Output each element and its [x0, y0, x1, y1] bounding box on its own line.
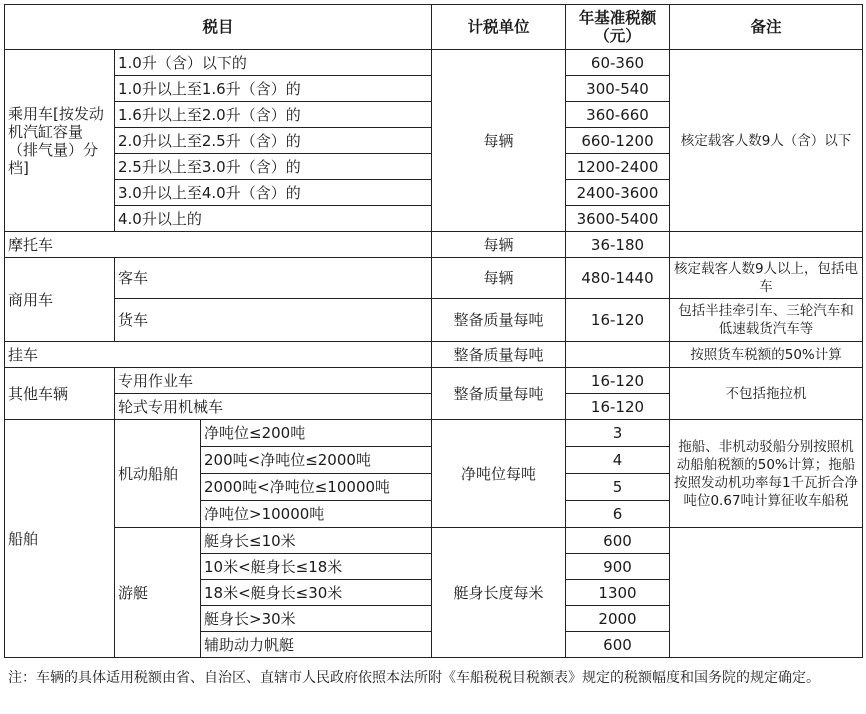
- passenger-item: 1.6升以上至2.0升（含）的: [115, 102, 432, 128]
- header-unit: 计税单位: [432, 5, 566, 50]
- commercial-label: 商用车: [5, 258, 115, 342]
- other-unit: 整备质量每吨: [432, 368, 566, 420]
- yacht-item: 辅助动力帆艇: [201, 632, 432, 658]
- yacht-amount: 1300: [566, 580, 670, 606]
- yacht-amount: 2000: [566, 606, 670, 632]
- truck-item: 货车: [115, 299, 432, 342]
- motor-vessel-amount: 3: [566, 420, 670, 447]
- header-tax-item: 税目: [5, 5, 432, 50]
- motor-vessel-amount: 4: [566, 447, 670, 474]
- yacht-note-empty: [670, 528, 863, 658]
- table-row: [5, 258, 863, 299]
- truck-unit: 整备质量每吨: [432, 299, 566, 342]
- other-vehicles-label: 其他车辆: [5, 368, 115, 420]
- passenger-amount: 360-660: [566, 102, 670, 128]
- yacht-amount: 600: [566, 528, 670, 554]
- truck-amount: 16-120: [566, 299, 670, 342]
- passenger-amount: 1200-2400: [566, 154, 670, 180]
- motor-vessel-amount: 5: [566, 474, 670, 501]
- passenger-amount: 300-540: [566, 76, 670, 102]
- trailer-note: 按照货车税额的50%计算: [670, 342, 863, 368]
- trailer-amount: [566, 342, 670, 368]
- trailer-label: 挂车: [5, 342, 432, 368]
- motor-vessel-item: 净吨位≤200吨: [201, 420, 432, 447]
- passenger-item: 1.0升以上至1.6升（含）的: [115, 76, 432, 102]
- table-row: [5, 50, 863, 76]
- yacht-item: 艇身长≤10米: [201, 528, 432, 554]
- motorcycle-amount: 36-180: [566, 232, 670, 258]
- motor-vessel-note: 拖船、非机动驳船分别按照机动船舶税额的50%计算；拖船按照发动机功率每1千瓦折合净吨位0.67吨计算征收车船税: [670, 420, 863, 528]
- other-amount: 16-120: [566, 394, 670, 420]
- motor-vessel-item: 2000吨<净吨位≤10000吨: [201, 474, 432, 501]
- other-item: 轮式专用机械车: [115, 394, 432, 420]
- passenger-amount: 660-1200: [566, 128, 670, 154]
- passenger-item: 2.5升以上至3.0升（含）的: [115, 154, 432, 180]
- table-row: [5, 342, 863, 368]
- bus-amount: 480-1440: [566, 258, 670, 299]
- table-row: [5, 528, 863, 554]
- header-row: [5, 5, 863, 50]
- motor-vessel-amount: 6: [566, 501, 670, 528]
- yacht-amount: 900: [566, 554, 670, 580]
- motor-vessel-label: 机动船舶: [115, 420, 201, 528]
- passenger-item: 4.0升以上的: [115, 206, 432, 232]
- bus-unit: 每辆: [432, 258, 566, 299]
- passenger-car-label: 乘用车[按发动机汽缸容量（排气量）分档]: [5, 50, 115, 232]
- yacht-item: 18米<艇身长≤30米: [201, 580, 432, 606]
- table-footnote: 注：车辆的具体适用税额由省、自治区、直辖市人民政府依照本法所附《车船税税目税额表》规定的税额幅度和国务院的规定确定。: [8, 670, 820, 686]
- vessels-label: 船舶: [5, 420, 115, 658]
- other-item: 专用作业车: [115, 368, 432, 394]
- passenger-note: 核定载客人数9人（含）以下: [670, 50, 863, 232]
- yacht-label: 游艇: [115, 528, 201, 658]
- table-row: [5, 232, 863, 258]
- truck-note: 包括半挂牵引车、三轮汽车和低速载货汽车等: [670, 299, 863, 342]
- trailer-unit: 整备质量每吨: [432, 342, 566, 368]
- other-amount: 16-120: [566, 368, 670, 394]
- header-note: 备注: [670, 5, 863, 50]
- bus-item: 客车: [115, 258, 432, 299]
- motorcycle-label: 摩托车: [5, 232, 432, 258]
- motor-vessel-unit: 净吨位每吨: [432, 420, 566, 528]
- passenger-unit: 每辆: [432, 50, 566, 232]
- motorcycle-note: [670, 232, 863, 258]
- table-row: [5, 299, 863, 342]
- tax-rate-table: [4, 4, 863, 658]
- table-row: [5, 420, 863, 447]
- yacht-unit: 艇身长度每米: [432, 528, 566, 658]
- motor-vessel-item: 净吨位>10000吨: [201, 501, 432, 528]
- motorcycle-unit: 每辆: [432, 232, 566, 258]
- yacht-item: 10米<艇身长≤18米: [201, 554, 432, 580]
- passenger-amount: 60-360: [566, 50, 670, 76]
- passenger-amount: 3600-5400: [566, 206, 670, 232]
- yacht-amount: 600: [566, 632, 670, 658]
- passenger-item: 1.0升（含）以下的: [115, 50, 432, 76]
- header-amount: 年基准税额（元）: [566, 5, 670, 50]
- passenger-item: 2.0升以上至2.5升（含）的: [115, 128, 432, 154]
- table-row: [5, 368, 863, 394]
- passenger-amount: 2400-3600: [566, 180, 670, 206]
- passenger-item: 3.0升以上至4.0升（含）的: [115, 180, 432, 206]
- yacht-item: 艇身长>30米: [201, 606, 432, 632]
- motor-vessel-item: 200吨<净吨位≤2000吨: [201, 447, 432, 474]
- bus-note: 核定载客人数9人以上，包括电车: [670, 258, 863, 299]
- other-note: 不包括拖拉机: [670, 368, 863, 420]
